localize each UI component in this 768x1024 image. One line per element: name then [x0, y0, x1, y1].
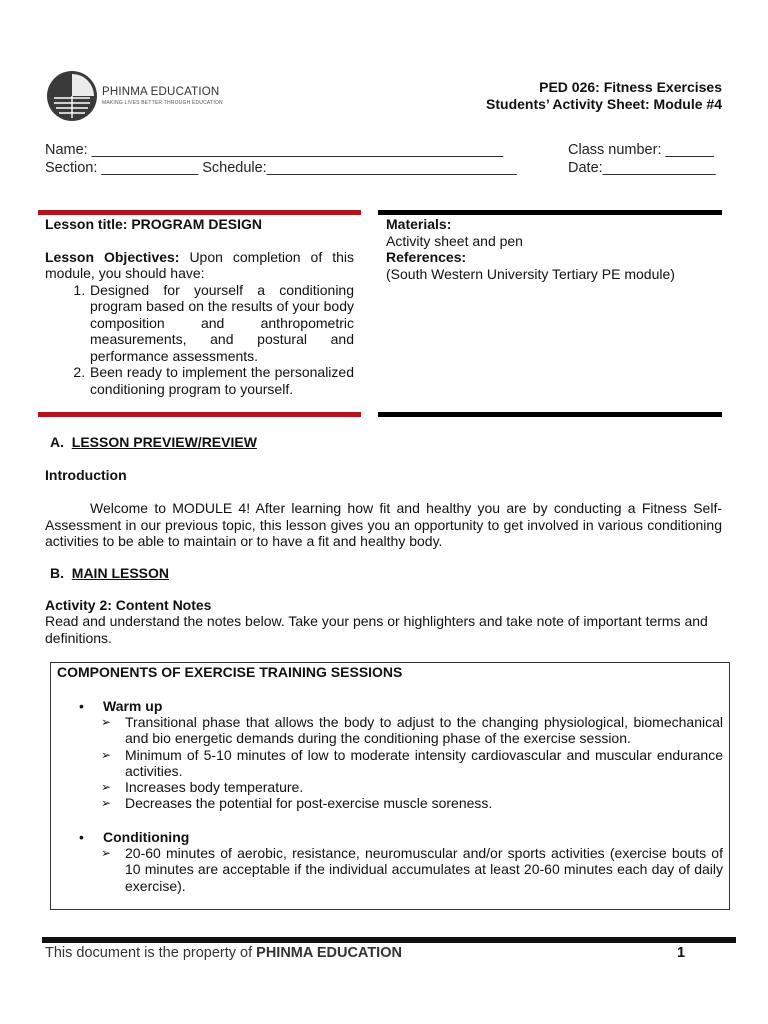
lesson-bottom-rule	[38, 412, 361, 417]
introduction-heading: Introduction	[45, 467, 127, 483]
section-a-letter: A.	[50, 434, 64, 450]
logo-brand-text: PHINMA EDUCATION	[102, 86, 220, 98]
section-b-letter: B.	[50, 565, 64, 581]
footer-prefix: This document is the property of	[45, 945, 257, 961]
arrow-bullet-icon: ➢	[101, 846, 112, 860]
conditioning-label: Conditioning	[103, 829, 190, 845]
bullet-dot-icon: •	[79, 698, 84, 714]
arrow-bullet-icon: ➢	[101, 747, 112, 762]
list-item: ➢ Increases body temperature.	[101, 779, 304, 796]
section-a-title: LESSON PREVIEW/REVIEW	[71, 434, 257, 450]
lesson-panel	[45, 216, 354, 397]
objectives-list	[45, 282, 354, 398]
course-header	[486, 79, 722, 113]
arrow-bullet-icon: ➢	[101, 796, 112, 811]
footer-owner: PHINMA EDUCATION	[256, 945, 402, 961]
section-schedule-field[interactable]: Section: ____________ Schedule:_______________________________	[45, 160, 517, 176]
section-b-heading	[50, 565, 169, 581]
list-item: ➢ Minimum of 5-10 minutes of low to moderate intensity cardiovascular and muscular endurance activities.	[101, 746, 723, 779]
materials-value: Activity sheet and pen	[386, 232, 523, 249]
references-value: (South Western University Tertiary PE module)	[386, 265, 675, 282]
objective-item: 2. Been ready to implement the personalized conditioning program to yourself.	[89, 364, 354, 397]
objectives-intro: Upon completion of this module, you should have:	[45, 248, 354, 281]
materials-top-rule	[378, 210, 722, 215]
sheet-title: Students’ Activity Sheet: Module #4	[486, 96, 722, 112]
course-title: PED 026: Fitness Exercises	[539, 79, 722, 95]
materials-panel	[386, 216, 722, 282]
phinma-emblem-icon	[46, 68, 98, 124]
footer-rule	[42, 937, 736, 943]
materials-label: Materials:	[386, 216, 452, 232]
arrow-bullet-icon: ➢	[101, 780, 112, 795]
arrow-bullet-icon: ➢	[101, 715, 112, 729]
logo-tagline: MAKING LIVES BETTER THROUGH EDUCATION	[102, 100, 223, 106]
activity-text: Read and understand the notes below. Take your pens or highlighters and take note of important terms and definitions.	[45, 613, 708, 646]
warmup-list	[101, 714, 723, 812]
introduction-text: Welcome to MODULE 4! After learning how fit and healthy you are by conducting a Fitness Self-Assessment in our previous topic, this lesson gives you an opportunity to get involved in various conditioning activities to be able to maintain or to have a fit and healthy body.	[45, 500, 722, 549]
bullet-dot-icon: •	[79, 829, 84, 845]
footer-text	[45, 945, 402, 961]
components-box	[50, 662, 730, 910]
phinma-logo	[46, 68, 226, 124]
activity-heading: Activity 2: Content Notes	[45, 597, 212, 613]
page-number: 1	[677, 945, 686, 961]
lesson-top-rule	[38, 210, 361, 215]
list-item: ➢ 20-60 minutes of aerobic, resistance, neuromuscular and/or sports activities (exercise bouts of 10 minutes are acceptable if the individual accumulates at least 20-60 minutes each day of daily exercise).	[101, 845, 723, 894]
components-title: COMPONENTS OF EXERCISE TRAINING SESSIONS	[57, 664, 403, 680]
references-label: References:	[386, 249, 467, 265]
warmup-label: Warm up	[103, 698, 163, 714]
conditioning-list	[101, 845, 723, 894]
class-number-field[interactable]: Class number: ______	[568, 142, 714, 158]
section-b-title: MAIN LESSON	[71, 565, 170, 581]
objective-item: 1. Designed for yourself a conditioning program based on the results of your body composition and anthropometric measurements, and postural and performance assessments.	[89, 282, 354, 365]
lesson-title: Lesson title: PROGRAM DESIGN	[45, 216, 263, 232]
list-item: ➢ Transitional phase that allows the body to adjust to the changing physiological, biomechanical and bio energetic demands during the conditioning phase of the exercise session.	[101, 714, 723, 747]
lesson-objectives	[45, 249, 354, 282]
name-field[interactable]: Name: ___________________________________________________	[45, 142, 504, 158]
objectives-label: Lesson Objectives:	[45, 248, 180, 265]
date-field[interactable]: Date:______________	[568, 160, 716, 176]
materials-bottom-rule	[378, 412, 722, 417]
list-item: ➢ Decreases the potential for post-exercise muscle soreness.	[101, 795, 493, 812]
section-a-heading	[50, 434, 257, 450]
